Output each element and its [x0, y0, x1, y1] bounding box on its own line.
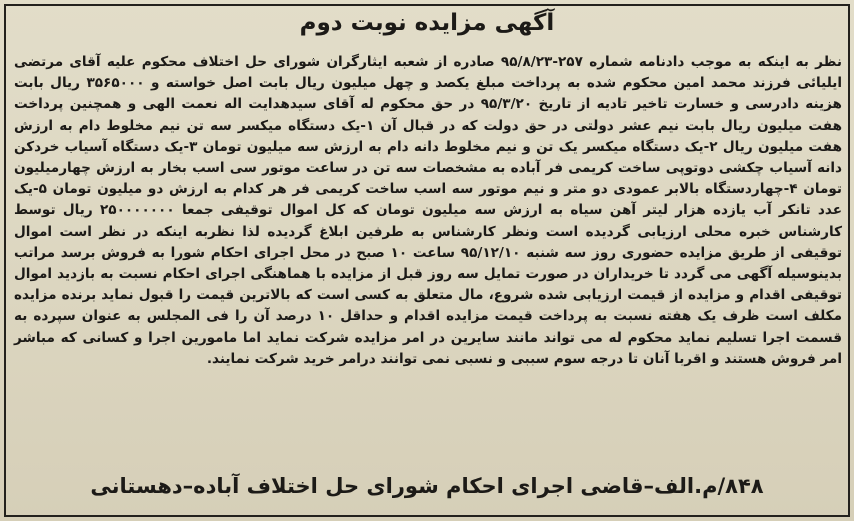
notice-body [14, 52, 842, 370]
notice-title: آگهی مزایده نوبت دوم [299, 10, 555, 36]
notice-signature: قاضی اجرای احکام شورای حل اختلاف آباده–دهستانی [90, 474, 644, 498]
notice-reference-number: ۸۴۸/م.الف [654, 474, 764, 498]
footer-separator: – [643, 474, 655, 498]
notice-body-text: نظر به اینکه به موجب دادنامه شماره ۲۵۷-۹۵/۸/۲۳ صادره از شعبه ایثارگران شورای حل اختلاف محکوم علیه آقای مرتضی ایلیائی فرزند محمد امین محکوم شده به پرداخت مبلغ یکصد و چهل میلیون ریال بابت اصل خواسته و ۳۵۶۵۰۰۰ ریال بابت هزینه دادرسی و خسارت تاخیر تادیه از تاریخ ۹۵/۳/۲۰ در حق محکوم له آقای سیدهدایت اله نعمت الهی و همچنین پرداخت هفت میلیون ریال بابت نیم عشر دولتی در حق دولت که در قبال آن ۱-یک دستگاه میکسر سه تن نیم مخلوط دام به ارزش هفت میلیون ریال ۲-یک دستگاه میکسر یک تن و نیم مخلوط دانه دام به ارزش سه میلیون تومان ۳-یک دستگاه آسیاب خردکن دانه آسیاب چکشی دوتوپی ساخت کریمی فر آباده به مشخصات سه تن در ساعت موتور سی اسب بخار به ارزش چهارمیلیون تومان ۴-چهاردستگاه بالابر عمودی دو متر و نیم موتور سه اسب ساخت کریمی فر هر کدام به ارزش دو میلیون تومان ۵-یک عدد تانکر آب یازده هزار لیتر آهن سیاه به ارزش سه میلیون تومان که کل اموال توقیفی جمعا ۲۵۰۰۰۰۰۰۰ ریال توسط کارشناس خبره محلی ارزیابی گردیده است ونظر کارشناس به طرفین ابلاغ گردیده لذا نظربه اینکه در نظر است اموال توقیفی از طریق مزایده حضوری روز سه شنبه ۹۵/۱۲/۱۰ ساعت ۱۰ صبح در محل اجرای احکام شورا به فروش برسد مراتب بدینوسیله آگهی می گردد تا خریداران در صورت تمایل سه روز قبل از مزایده با هماهنگی اجرای احکام نسبت به بازدید اموال توقیفی اقدام و مزایده از قیمت ارزیابی شده شروع، مال متعلق به کسی است که بالاترین قیمت را قبول نماید برنده مزایده مکلف است ظرف یک هفته نسبت به پرداخت قیمت مزایده اقدام و حداقل ۱۰ درصد آن را فی المجلس به عنوان سپرده به قسمت اجرا تسلیم نماید محکوم له می تواند مانند سایرین در امر مزایده شرکت نماید اما مامورین اجرا و کسانی که مباشر امر فروش هستند و اقربا آنان تا درجه سوم سببی و نسبی نمی توانند درامر خرید شرکت نمایند. [14, 54, 843, 367]
notice-footer [0, 474, 854, 498]
